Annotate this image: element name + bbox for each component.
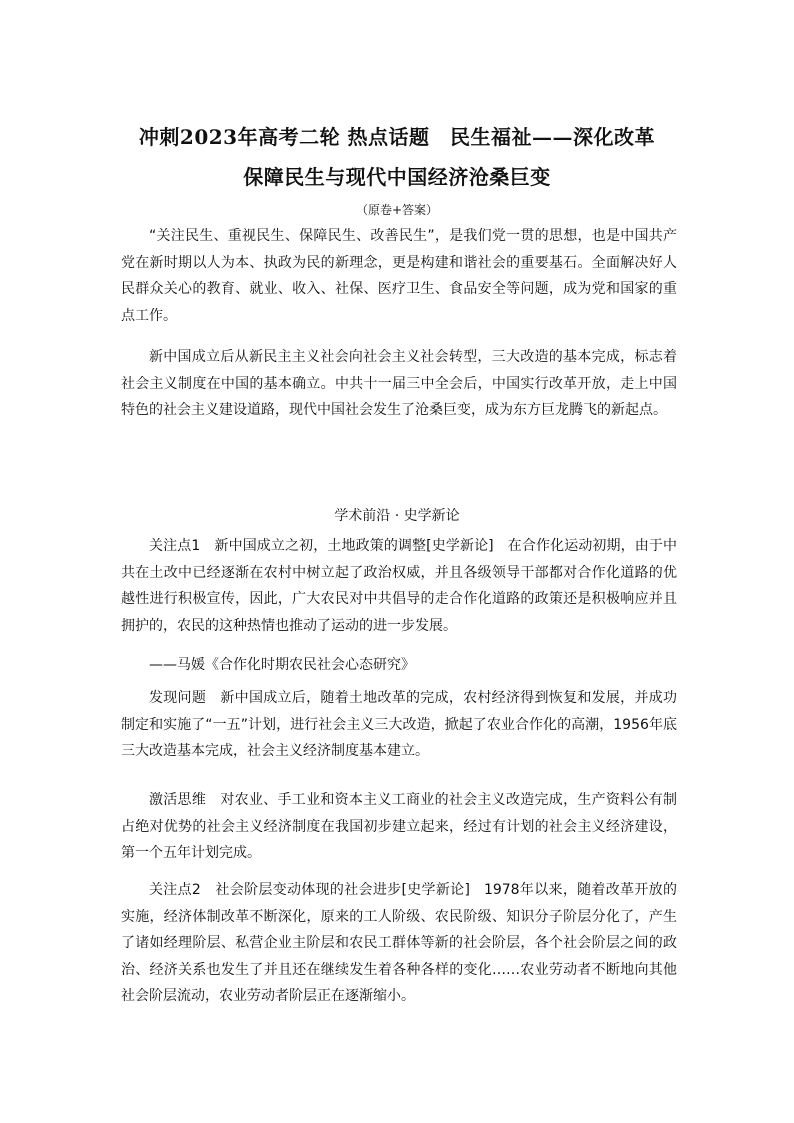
- activate-lead: 激活思维: [149, 792, 207, 808]
- document-subtitle: （原卷+答案）: [355, 203, 439, 217]
- section-heading: 学术前沿 · 史学新论: [334, 508, 460, 524]
- document-title-line1: 冲刺2023年高考二轮 热点话题 民生福祉——深化改革: [138, 125, 656, 149]
- focus-point-1-citation: ——马媛《合作化时期农民社会心态研究》: [149, 657, 415, 673]
- activate-paragraph: [121, 787, 677, 867]
- activate-text: 对农业、手工业和资本主义工商业的社会主义改造完成，生产资料公有制占绝对优势的社会主义经济制度在我国初步建立起来，经过有计划的社会主义经济建设，第一个五年计划完成。: [121, 792, 678, 862]
- intro-paragraph-2: 新中国成立后从新民主主义社会向社会主义社会转型，三大改造的基本完成，标志着社会主义制度在中国的基本确立。中共十一届三中全会后，中国实行改革开放，走上中国特色的社会主义建设道路，现代中国社会发生了沧桑巨变，成为东方巨龙腾飞的新起点。: [121, 349, 677, 419]
- focus-point-1-text: 在合作化运动初期，由于中共在土改中已经逐渐在农村中树立起了政治权威，并且各级领导干部都对合作化道路的优越性进行积极宣传，因此，广大农民对中共倡导的走合作化道路的政策还是积极响应并且拥护的，农民的这种热情也推动了运动的进一步发展。: [121, 538, 677, 634]
- focus-point-2-paragraph: [121, 877, 677, 1010]
- document-title-line2: 保障民生与现代中国经济沧桑巨变: [243, 165, 551, 189]
- focus-point-1-paragraph: [121, 533, 677, 639]
- intro-paragraph-1: “关注民生、重视民生、保障民生、改善民生”，是我们党一贯的思想，也是中国共产党在新时期以人为本、执政为民的新理念，更是构建和谐社会的重要基石。全面解决好人民群众关心的教育、就业、收入、社保、医疗卫生、食品安全等问题，成为党和国家的重点工作。: [121, 228, 677, 324]
- discover-text: 新中国成立后，随着土地改革的完成，农村经济得到恢复和发展，并成功制定和实施了“一五”计划，进行社会主义三大改造，掀起了农业合作化的高潮，1956年底三大改造基本完成，社会主义经济制度基本建立。: [121, 690, 678, 760]
- discover-lead: 发现问题: [149, 690, 207, 706]
- focus-point-2-text: 1978年以来，随着改革开放的实施，经济体制改革不断深化，原来的工人阶级、农民阶级、知识分子阶层分化了，产生了诸如经理阶层、私营企业主阶层和农民工群体等新的社会阶层，各个社会阶层之间的政治、经济关系也发生了并且还在继续发生着各种各样的变化……农业劳动者不断地向其他社会阶层流动，农业劳动者阶层正在逐渐缩小。: [121, 882, 677, 1005]
- focus-point-2-lead: 关注点2 社会阶层变动体现的社会进步[史学新论]: [149, 882, 470, 898]
- discover-paragraph: [121, 685, 677, 765]
- focus-point-1-lead: 关注点1 新中国成立之初，土地政策的调整[史学新论]: [149, 538, 494, 554]
